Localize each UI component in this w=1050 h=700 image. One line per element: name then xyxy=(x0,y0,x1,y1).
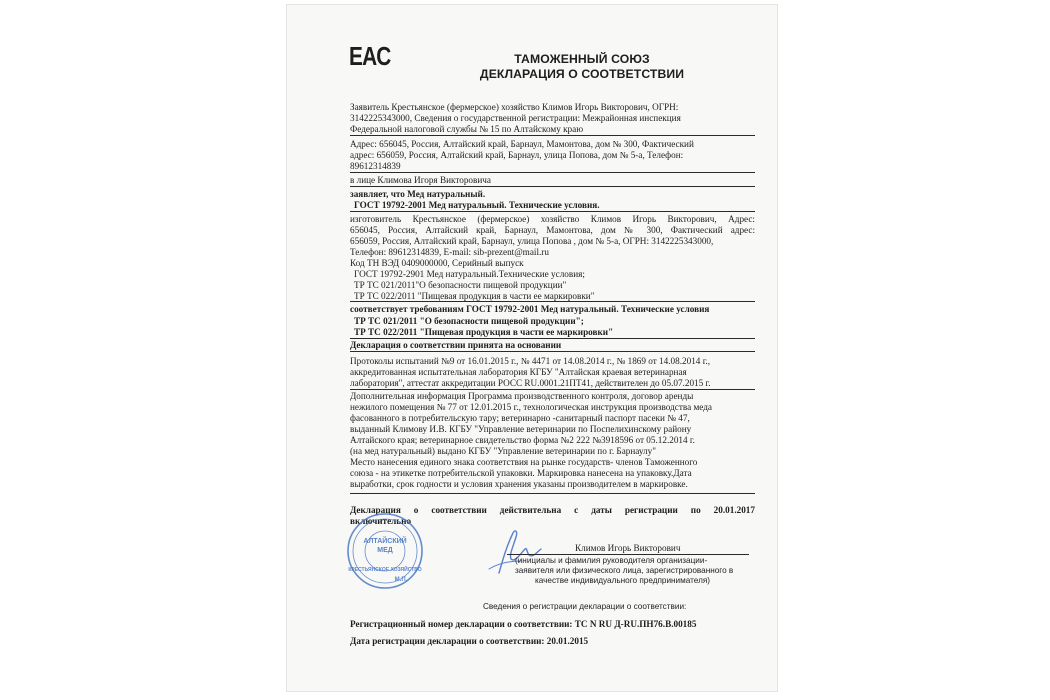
registration-number: Регистрационный номер декларации о соответствии: ТС N RU Д-RU.ПН76.В.00185 xyxy=(350,619,697,629)
manufacturer-standard-3: ТР ТС 022/2011 "Пищевая продукция в части ее маркировки" xyxy=(354,291,595,301)
signature-caption-3: качестве индивидуального предпринимателя) xyxy=(535,576,711,585)
declares-product: заявляет, что Мед натуральный. xyxy=(350,189,486,199)
divider xyxy=(350,301,755,302)
compliance-line-2: ТР ТС 021/2011 "О безопасности пищевой продукции"; xyxy=(354,316,584,326)
divider xyxy=(350,351,755,352)
protocols-line-2: аккредитованная испытательная лаборатория КГБУ "Алтайская краевая ветеринарная xyxy=(350,367,687,377)
divider xyxy=(350,338,755,339)
additional-line-7: Место нанесения единого знака соответствия на рынке государств- членов Таможенного xyxy=(350,457,698,467)
divider xyxy=(350,389,755,390)
manufacturer-standard-1: ГОСТ 19792-2901 Мед натуральный.Технические условия; xyxy=(354,269,585,279)
protocols-line-1: Протоколы испытаний №9 от 16.01.2015 г., № 4471 от 14.08.2014 г., № 1869 от 14.08.2014 г., xyxy=(350,356,711,366)
validity-line-1: Декларация о соответствии действительна с даты регистрации по 20.01.2017 xyxy=(350,505,755,515)
applicant-address-1: Адрес: 656045, Россия, Алтайский край, Барнаул, Мамонтова, дом № 300, Фактический xyxy=(350,139,694,149)
manufacturer-line-3: 656059, Россия, Алтайский край, Барнаул, улица Попова , дом № 5-а, ОГРН: 3142225343000, xyxy=(350,236,714,246)
stamp-mp: М.П. xyxy=(394,577,408,583)
stamp-bottom-text: КРЕСТЬЯНСКОЕ ХОЗЯЙСТВО xyxy=(348,567,422,573)
signature-caption-1: (инициалы и фамилия руководителя организации- xyxy=(515,556,708,565)
applicant-line-1: Заявитель Крестьянское (фермерское) хозяйство Климов Игорь Викторович, ОГРН: xyxy=(350,102,679,112)
manufacturer-line-2: 656045, Россия, Алтайский край, Барнаул, Мамонтова, дом № 300, Фактический адрес: xyxy=(350,225,755,235)
stamp-top-text: АЛТАЙСКИЙ xyxy=(363,538,407,545)
compliance-line-1: соответствует требованиям ГОСТ 19792-2001 Мед натуральный. Технические условия xyxy=(350,304,710,314)
additional-line-2: нежилого помещения № 77 от 12.01.2015 г., технологическая инструкция производства меда xyxy=(350,402,713,412)
manufacturer-contacts: Телефон: 89612314839, E-mail: sib-prezent@mail.ru xyxy=(350,247,549,257)
divider xyxy=(350,211,755,212)
applicant-line-3: Федеральной налоговой службы № 15 по Алтайскому краю xyxy=(350,124,584,134)
basis-heading: Декларация о соответствии принята на основании xyxy=(350,340,562,350)
additional-line-8: союза - на этикетке потребительской упаковки. Маркировка нанесена на упаковку.Дата xyxy=(350,468,692,478)
eac-logo: EAC xyxy=(349,41,391,71)
header-declaration: ДЕКЛАРАЦИЯ О СООТВЕТСТВИИ xyxy=(479,67,685,81)
additional-line-1: Дополнительная информация Программа производственного контроля, договор аренды xyxy=(350,391,694,401)
applicant-line-2: 3142225343000, Сведения о государственной регистрации: Межрайонная инспекция xyxy=(350,113,681,123)
additional-line-3: фасованного в потребительскую тару; ветеринарно -санитарный паспорт пасеки № 47, xyxy=(350,413,690,423)
registration-heading: Сведения о регистрации декларации о соответствии: xyxy=(483,602,687,611)
divider xyxy=(350,186,755,187)
protocols-line-3: лаборатория", аттестат аккредитации РОСС RU.0001.21ПТ41, действителен до 05.07.2015 г. xyxy=(350,378,711,388)
additional-line-5: Алтайского края; ветеринарное свидетельство форма №2 222 №3918596 от 05.12.2014 г. xyxy=(350,435,695,445)
declares-standard: ГОСТ 19792-2001 Мед натуральный. Технические условия. xyxy=(354,200,600,210)
round-seal-stamp xyxy=(345,512,425,590)
applicant-address-2: адрес: 656059, Россия, Алтайский край, Барнаул, улица Попова, дом № 5-а, Телефон: xyxy=(350,150,684,160)
registration-date: Дата регистрации декларации о соответствии: 20.01.2015 xyxy=(350,636,589,646)
signature-caption-2: заявителя или физического лица, зарегистрированного в xyxy=(515,566,734,575)
manufacturer-code: Код ТН ВЭД 0409000000, Серийный выпуск xyxy=(350,258,524,268)
manufacturer-standard-2: ТР ТС 021/2011"О безопасности пищевой продукции" xyxy=(354,280,567,290)
divider xyxy=(350,172,755,173)
compliance-line-3: ТР ТС 022/2011 "Пищевая продукция в части ее маркировки" xyxy=(354,327,614,337)
divider xyxy=(350,493,755,494)
divider xyxy=(350,135,755,136)
signatory-name: Климов Игорь Викторович xyxy=(575,543,681,553)
header-union: ТАМОЖЕННЫЙ СОЮЗ xyxy=(514,52,650,66)
stamp-middle-text: МЕД xyxy=(377,547,393,554)
additional-line-9: выработки, срок годности и условия хранения указаны производителем в маркировке. xyxy=(350,479,688,489)
declaration-sheet xyxy=(286,4,778,692)
applicant-person: в лице Климова Игоря Викторовича xyxy=(350,175,491,185)
validity-line-2: включительно xyxy=(350,516,412,526)
additional-line-6: (на мед натуральный) выдано КГБУ "Управление ветеринарии по г. Барнаулу" xyxy=(350,446,657,456)
signature-line xyxy=(507,554,749,555)
manufacturer-line-1: изготовитель Крестьянское (фермерское) хозяйство Климов Игорь Викторович, Адрес: xyxy=(350,214,755,224)
applicant-address-3: 89612314839 xyxy=(350,161,401,171)
additional-line-4: выданный Климову И.В. КГБУ "Управление ветеринарии по Поспелихинскому району xyxy=(350,424,692,434)
